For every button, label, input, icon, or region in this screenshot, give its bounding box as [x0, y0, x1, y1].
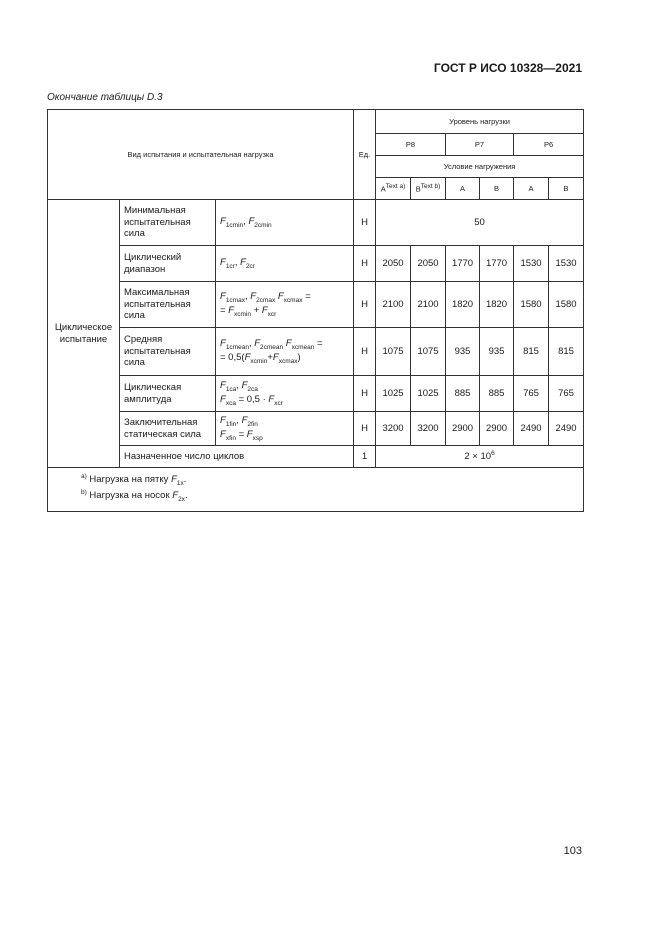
standard-designation: ГОСТ Р ИСО 10328—2021 — [433, 61, 582, 75]
cell-value: 1530 — [514, 246, 549, 282]
cell-value: 1025 — [411, 376, 446, 412]
header-unit: Ед. — [354, 110, 376, 200]
row-formula: $F_{1cmin}$, $F_{2cmin}$ — [216, 200, 354, 246]
cycles-name: Назначенное число циклов — [120, 446, 354, 468]
cycles-value: $2 \times 10^6$ — [376, 446, 584, 468]
header-level-p8: P8 — [376, 134, 446, 156]
cell-value: 765 — [514, 376, 549, 412]
row-unit: Н — [354, 328, 376, 376]
note-b: $^{b)}$ Нагрузка на носок $F_{2x}$. — [81, 488, 188, 503]
table-row — [48, 282, 584, 328]
cell-value: 1820 — [446, 282, 480, 328]
cell-value: 885 — [480, 376, 514, 412]
header-cond-a: A — [446, 178, 480, 200]
header-cond-b: B — [480, 178, 514, 200]
cell-value: 815 — [514, 328, 549, 376]
cell-value: 2050 — [376, 246, 411, 282]
header-load-level: Уровень нагрузки — [376, 110, 584, 134]
cell-value: 935 — [446, 328, 480, 376]
row-name: Циклический диапазон — [120, 246, 216, 282]
row-name: Заключительная статическая сила — [120, 412, 216, 446]
cell-value: 1025 — [376, 376, 411, 412]
table-row — [48, 200, 584, 246]
table-row — [48, 328, 584, 376]
cell-value: 815 — [549, 328, 584, 376]
cell-value: 935 — [480, 328, 514, 376]
table-notes — [48, 468, 584, 512]
header-level-p6: P6 — [514, 134, 584, 156]
row-name: Циклическая амплитуда — [120, 376, 216, 412]
row-formula: $F_{1cr}$, $F_{2cr}$ — [216, 246, 354, 282]
cell-value: 1580 — [549, 282, 584, 328]
cell-value: 1530 — [549, 246, 584, 282]
cell-value: 2050 — [411, 246, 446, 282]
table-row — [48, 412, 584, 446]
row-name: Максимальная испытательная сила — [120, 282, 216, 328]
cell-value: 1770 — [480, 246, 514, 282]
table-row — [48, 246, 584, 282]
cell-value: 2900 — [480, 412, 514, 446]
cell-value: 1075 — [411, 328, 446, 376]
cell-value: 2100 — [411, 282, 446, 328]
cell-value: 1075 — [376, 328, 411, 376]
table-row — [48, 376, 584, 412]
cell-value: 885 — [446, 376, 480, 412]
page-number: 103 — [563, 845, 582, 857]
cell-value: 3200 — [411, 412, 446, 446]
row-name: Средняя испытательная сила — [120, 328, 216, 376]
row-formula: $F_{1fin}$, $F_{2fin}$ $F_{xfin} = F_{xsp}$ — [216, 412, 354, 446]
row-unit: Н — [354, 200, 376, 246]
table-caption: Окончание таблицы D.3 — [47, 92, 163, 103]
row-value-merged: 50 — [376, 200, 584, 246]
header-cond-b: B — [549, 178, 584, 200]
cell-value: 2490 — [549, 412, 584, 446]
header-cond-a: A — [514, 178, 549, 200]
cell-value: 2100 — [376, 282, 411, 328]
row-formula: $F_{1cmax}$, $F_{2cmax}$ $F_{xcmax}$ = = $F_{xcmin} + F_{xcr}$ — [216, 282, 354, 328]
cell-value: 1820 — [480, 282, 514, 328]
header-test-type: Вид испытания и испытательная нагрузка — [48, 110, 354, 200]
header-level-p7: P7 — [446, 134, 514, 156]
cell-value: 765 — [549, 376, 584, 412]
group-cyclic-test: Циклическое испытание — [48, 200, 120, 468]
row-unit: Н — [354, 282, 376, 328]
header-cond-a-text: $A^{Text a)}$ — [376, 178, 411, 200]
row-unit: Н — [354, 412, 376, 446]
cell-value: 3200 — [376, 412, 411, 446]
header-condition: Условие нагружения — [376, 156, 584, 178]
cycles-unit: 1 — [354, 446, 376, 468]
cell-value: 1770 — [446, 246, 480, 282]
row-unit: Н — [354, 376, 376, 412]
row-formula: $F_{1cmean}$, $F_{2cmean}$ $F_{xcmean}$ = = $0,5(F_{xcmin}+F_{xcmax})$ — [216, 328, 354, 376]
row-unit: Н — [354, 246, 376, 282]
cell-value: 2900 — [446, 412, 480, 446]
cell-value: 1580 — [514, 282, 549, 328]
load-table — [47, 109, 584, 512]
table-row — [48, 446, 584, 468]
row-formula: $F_{1ca}$, $F_{2ca}$ $F_{xca} = 0,5 \cdot F_{xcr}$ — [216, 376, 354, 412]
cell-value: 2490 — [514, 412, 549, 446]
row-name: Минимальная испытательная сила — [120, 200, 216, 246]
note-a: $^{a)}$ Нагрузка на пятку $F_{1x}$. — [81, 473, 187, 488]
header-cond-b-text: $B^{Text b)}$ — [411, 178, 446, 200]
